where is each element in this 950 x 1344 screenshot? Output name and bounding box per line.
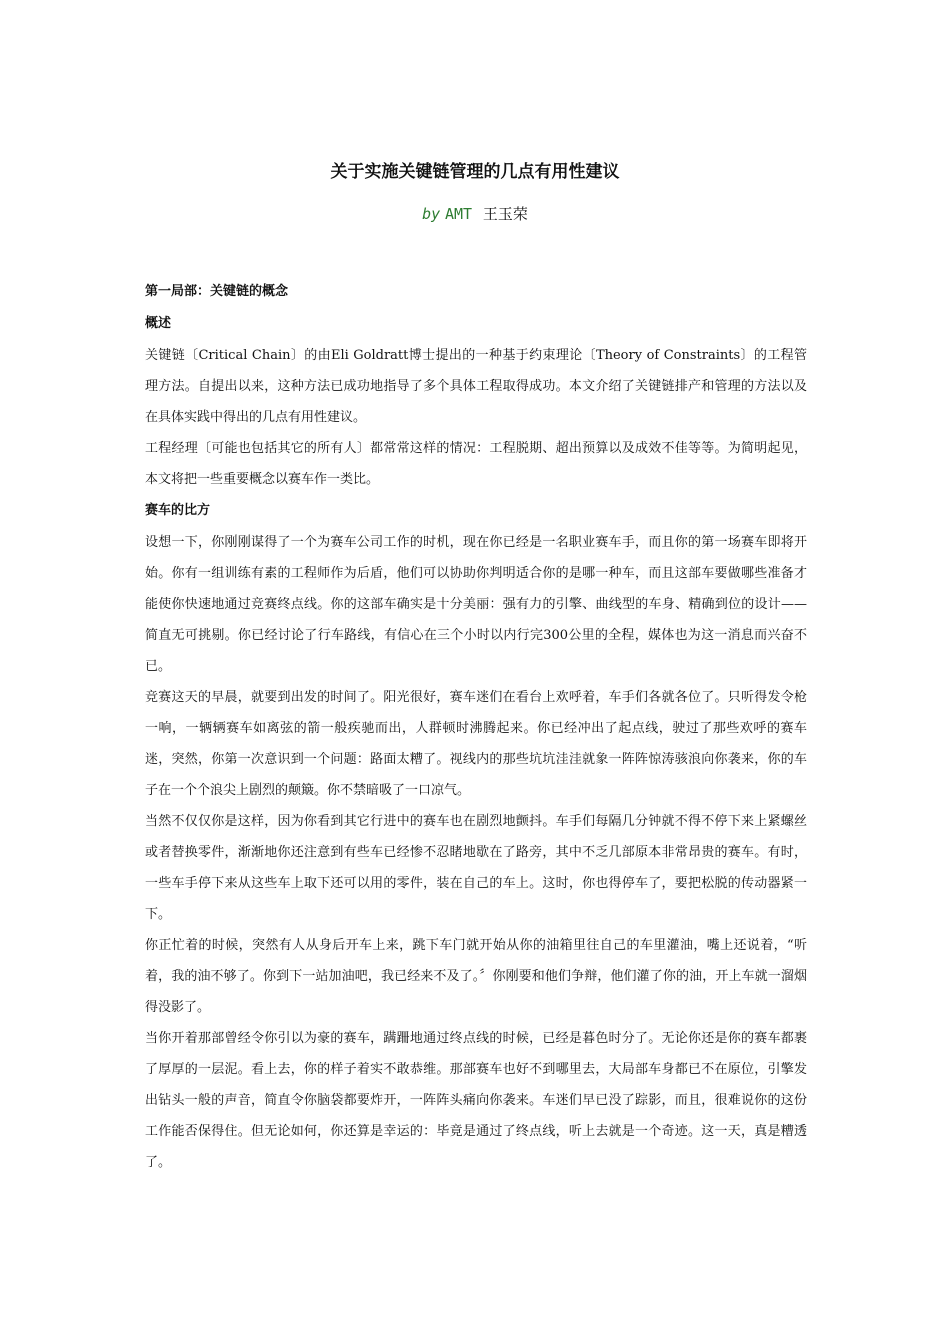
paragraph: 当你开着那部曾经令你引以为豪的赛车，蹒跚地通过终点线的时候，已经是暮色时分了。无论你还是你的赛车都裹了厚厚的一层泥。看上去，你的样子着实不敢恭维。那部赛车也好不到哪里去，大局部车身都已不在原位，引擎发出钻头一般的声音，简直令你脑袋都要炸开，一阵阵头痛向你袭来。车迷们早已没了踪影，而且，很难说你的这份工作能否保得住。但无论如何，你还算是幸运的：毕竟是通过了终点线，听上去就是一个奇迹。这一天，真是糟透了。 (145, 1031, 807, 1170)
byline-by: by (422, 205, 441, 223)
section-heading-overview: 概述 (145, 316, 172, 331)
paragraph: 你正忙着的时候，突然有人从身后开车上来，跳下车门就开始从你的油箱里往自己的车里灌油，嘴上还说着，“听着，我的油不够了。你到下一站加油吧，我已经来不及了。〞你刚要和他们争辩，他们灌了你的油，开上车就一溜烟得没影了。 (145, 938, 807, 1015)
paragraph: 竞赛这天的早晨，就要到出发的时间了。阳光很好，赛车迷们在看台上欢呼着，车手们各就各位了。只听得发令枪一响，一辆辆赛车如离弦的箭一般疾驰而出，人群顿时沸腾起来。你已经冲出了起点线，驶过了那些欢呼的赛车迷，突然，你第一次意识到一个问题：路面太糟了。视线内的那些坑坑洼洼就象一阵阵惊涛骇浪向你袭来，你的车子在一个个浪尖上剧烈的颠簸。你不禁暗吸了一口凉气。 (145, 690, 807, 798)
document-title: 关于实施关键链管理的几点有用性建议 (330, 162, 620, 182)
byline-author: 王玉荣 (482, 205, 528, 223)
paragraph: 工程经理〔可能也包括其它的所有人〕都常常这样的情况：工程脱期、超出预算以及成效不佳等等。为简明起见，本文将把一些重要概念以赛车作一类比。 (145, 441, 807, 487)
paragraph: 设想一下，你刚刚谋得了一个为赛车公司工作的时机，现在你已经是一名职业赛车手，而且你的第一场赛车即将开始。你有一组训练有素的工程师作为后盾，他们可以协助你判明适合你的是哪一种车，而且这部车要做哪些准备才能使你快速地通过竞赛终点线。你的这部车确实是十分美丽：强有力的引擎、曲线型的车身、精确到位的设计——简直无可挑剔。你已经讨论了行车路线，有信心在三个小时以内行完300公里的全程，媒体也为这一消息而兴奋不已。 (145, 535, 807, 674)
part-heading: 第一局部：关键链的概念 (145, 284, 289, 299)
paragraph: 当然不仅仅你是这样，因为你看到其它行进中的赛车也在剧烈地颤抖。车手们每隔几分钟就不得不停下来上紧螺丝或者替换零件，渐渐地你还注意到有些车已经惨不忍睹地歇在了路旁，其中不乏几部原本非常昂贵的赛车。有时，一些车手停下来从这些车上取下还可以用的零件，装在自己的车上。这时，你也得停车了，要把松脱的传动器紧一下。 (145, 814, 807, 922)
byline-organization: AMT (444, 205, 473, 223)
byline (0, 203, 950, 225)
document-body (145, 276, 807, 1178)
paragraph: 关键链〔Critical Chain〕的由Eli Goldratt博士提出的一种基于约束理论〔Theory of Constraints〕的工程管理方法。自提出以来，这种方法已成功地指导了多个具体工程取得成功。本文介绍了关键链排产和管理的方法以及在具体实践中得出的几点有用性建议。 (145, 348, 807, 425)
section-heading-racing: 赛车的比方 (145, 503, 211, 518)
